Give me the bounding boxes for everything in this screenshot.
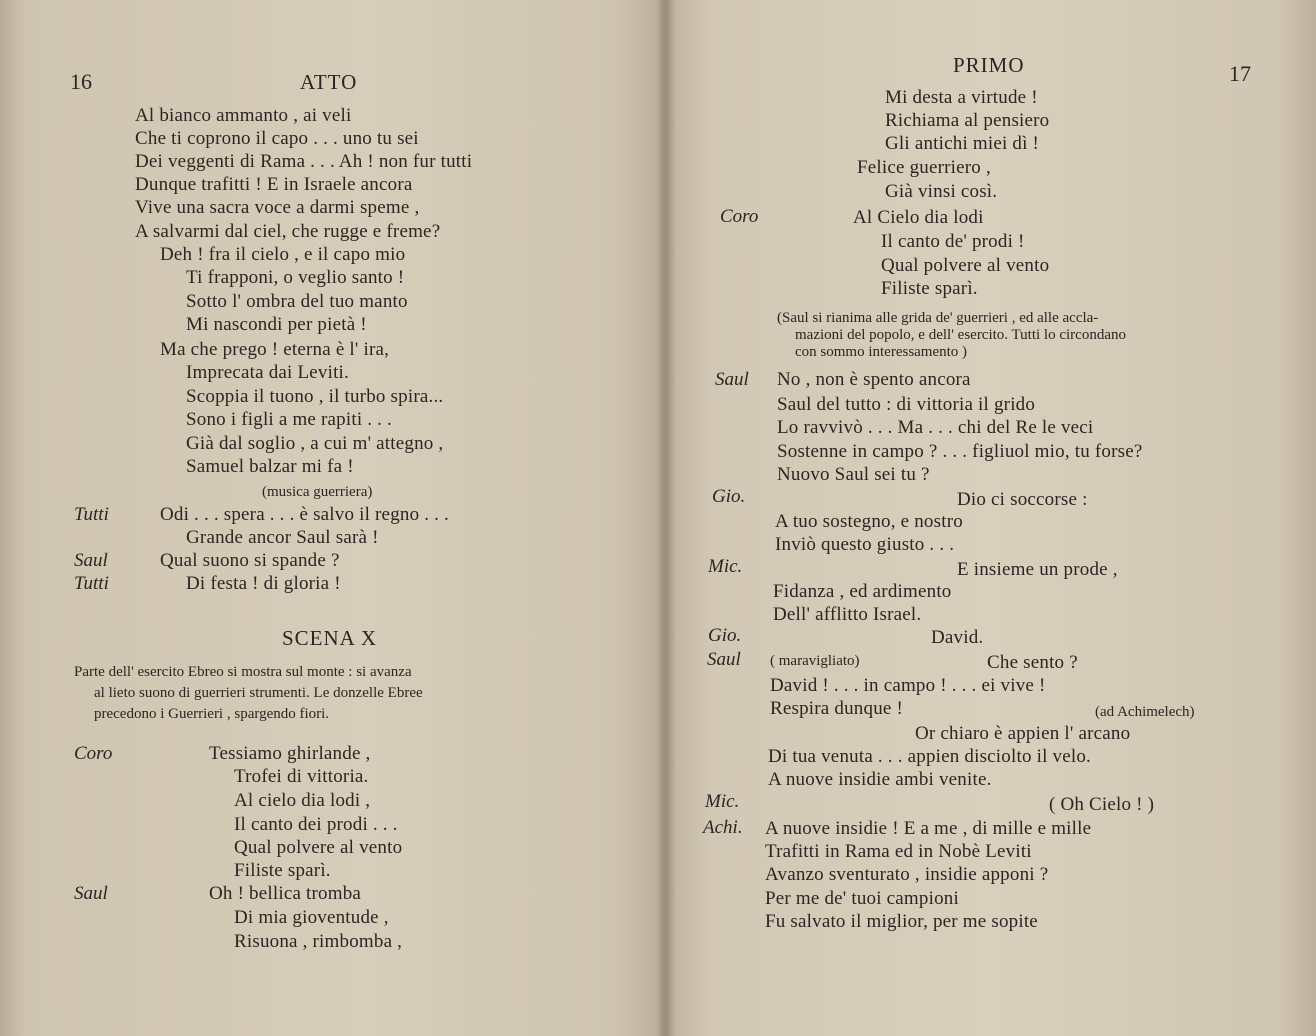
verse-line: Fidanza , ed ardimento — [773, 581, 952, 602]
verse-line: David ! . . . in campo ! . . . ei vive ! — [770, 675, 1046, 696]
verse-line: Il canto de' prodi ! — [881, 231, 1025, 252]
verse-line: Qual suono si spande ? — [160, 550, 340, 571]
stage-direction: ( maravigliato) — [770, 653, 860, 669]
verse-line: Che sento ? — [987, 652, 1078, 673]
verse-line: Mi nascondi per pietà ! — [186, 314, 367, 335]
verse-line: Di tua venuta . . . appien disciolto il velo. — [768, 746, 1091, 767]
verse-line: Oh ! bellica tromba — [209, 883, 362, 904]
speaker-label: Mic. — [705, 791, 740, 812]
speaker-label: Saul — [74, 550, 108, 571]
speaker-label: Gio. — [712, 486, 746, 507]
verse-line: ( Oh Cielo ! ) — [1049, 794, 1155, 815]
verse-line: Lo ravvivò . . . Ma . . . chi del Re le veci — [777, 417, 1094, 438]
verse-line: Al bianco ammanto , ai veli — [135, 105, 352, 126]
verse-line: No , non è spento ancora — [777, 369, 971, 390]
verse-line: Di mia gioventude , — [234, 907, 389, 928]
verse-line: Sostenne in campo ? . . . figliuol mio, tu forse? — [777, 441, 1143, 462]
verse-line: Scoppia il tuono , il turbo spira... — [186, 386, 444, 407]
verse-line: Gli antichi miei dì ! — [885, 133, 1040, 154]
right-page — [665, 0, 1316, 1036]
verse-line: Grande ancor Saul sarà ! — [186, 527, 379, 548]
verse-line: A nuove insidie ambi venite. — [768, 769, 992, 790]
speaker-label: Tutti — [74, 573, 109, 594]
verse-line: Risuona , rimbomba , — [234, 931, 403, 952]
verse-line: Ma che prego ! eterna è l' ira, — [160, 339, 390, 360]
speaker-label: Gio. — [708, 625, 742, 646]
running-head: PRIMO — [953, 53, 1025, 77]
verse-line: Dell' afflitto Israel. — [773, 604, 922, 625]
verse-line: Dei veggenti di Rama . . . Ah ! non fur tutti — [135, 151, 473, 172]
scene-direction-line: Parte dell' esercito Ebreo si mostra sul monte : si avanza — [74, 664, 412, 680]
verse-line: Già dal soglio , a cui m' attegno , — [186, 433, 444, 454]
page-number: 17 — [1229, 61, 1251, 86]
speaker-label: Coro — [74, 743, 113, 764]
verse-line: Fu salvato il miglior, per me sopite — [765, 911, 1038, 932]
verse-line: Trofei di vittoria. — [234, 766, 369, 787]
verse-line: Or chiaro è appien l' arcano — [915, 723, 1131, 744]
verse-line: Respira dunque ! — [770, 698, 903, 719]
verse-line: David. — [931, 627, 984, 648]
verse-line: Al cielo dia lodi , — [234, 790, 371, 811]
verse-line: Ti frapponi, o veglio santo ! — [186, 267, 405, 288]
verse-line: Che ti coprono il capo . . . uno tu sei — [135, 128, 419, 149]
verse-line: Tessiamo ghirlande , — [209, 743, 371, 764]
verse-line: A tuo sostegno, e nostro — [775, 511, 963, 532]
verse-line: Filiste sparì. — [234, 860, 331, 881]
verse-line: Per me de' tuoi campioni — [765, 888, 959, 909]
scene-title: SCENA X — [282, 626, 378, 650]
scene-direction-line: al lieto suono di guerrieri strumenti. Le donzelle Ebree — [94, 685, 423, 701]
verse-line: Saul del tutto : di vittoria il grido — [777, 394, 1036, 415]
speaker-label: Saul — [74, 883, 108, 904]
verse-line: A nuove insidie ! E a me , di mille e mille — [765, 818, 1092, 839]
verse-line: Sotto l' ombra del tuo manto — [186, 291, 408, 312]
verse-line: Odi . . . spera . . . è salvo il regno . . . — [160, 504, 449, 525]
verse-line: Deh ! fra il cielo , e il capo mio — [160, 244, 406, 265]
speaker-label: Coro — [720, 206, 759, 227]
verse-line: Il canto dei prodi . . . — [234, 814, 398, 835]
verse-line: Felice guerriero , — [857, 157, 991, 178]
verse-line: Trafitti in Rama ed in Nobè Leviti — [765, 841, 1032, 862]
verse-line: Già vinsi così. — [885, 181, 998, 202]
verse-line: Dunque trafitti ! E in Israele ancora — [135, 174, 413, 195]
speaker-label: Mic. — [708, 556, 743, 577]
verse-line: Vive una sacra voce a darmi speme , — [135, 197, 420, 218]
verse-line: E insieme un prode , — [957, 559, 1118, 580]
verse-line: Qual polvere al vento — [881, 255, 1050, 276]
stage-direction: (Saul si rianima alle grida de' guerrieri , ed alle accla- — [777, 310, 1099, 326]
verse-line: Al Cielo dia lodi — [853, 207, 984, 228]
stage-direction: mazioni del popolo, e dell' esercito. Tutti lo circondano — [795, 327, 1126, 343]
book-gutter — [656, 0, 676, 1036]
speaker-label: Saul — [715, 369, 749, 390]
verse-line: Di festa ! di gloria ! — [186, 573, 341, 594]
verse-line: Sono i figli a me rapiti . . . — [186, 409, 393, 430]
verse-line: Samuel balzar mi fa ! — [186, 456, 354, 477]
scene-direction-line: precedono i Guerrieri , spargendo fiori. — [94, 706, 330, 722]
verse-line: A salvarmi dal ciel, che rugge e freme? — [135, 221, 441, 242]
running-head: ATTO — [300, 70, 358, 94]
verse-line: Imprecata dai Leviti. — [186, 362, 349, 383]
speaker-label: Saul — [707, 649, 741, 670]
stage-direction: (ad Achimelech) — [1095, 704, 1195, 720]
stage-direction: (musica guerriera) — [262, 484, 373, 500]
speaker-label: Tutti — [74, 504, 109, 525]
verse-line: Mi desta a virtude ! — [885, 87, 1038, 108]
page-number: 16 — [70, 69, 92, 94]
stage-direction: con sommo interessamento ) — [795, 344, 968, 360]
verse-line: Avanzo sventurato , insidie apponi ? — [765, 864, 1049, 885]
verse-line: Richiama al pensiero — [885, 110, 1050, 131]
speaker-label: Achi. — [703, 817, 743, 838]
verse-line: Filiste sparì. — [881, 278, 978, 299]
verse-line: Qual polvere al vento — [234, 837, 403, 858]
verse-line: Dio ci soccorse : — [957, 489, 1088, 510]
verse-line: Nuovo Saul sei tu ? — [777, 464, 930, 485]
verse-line: Inviò questo giusto . . . — [775, 534, 955, 555]
